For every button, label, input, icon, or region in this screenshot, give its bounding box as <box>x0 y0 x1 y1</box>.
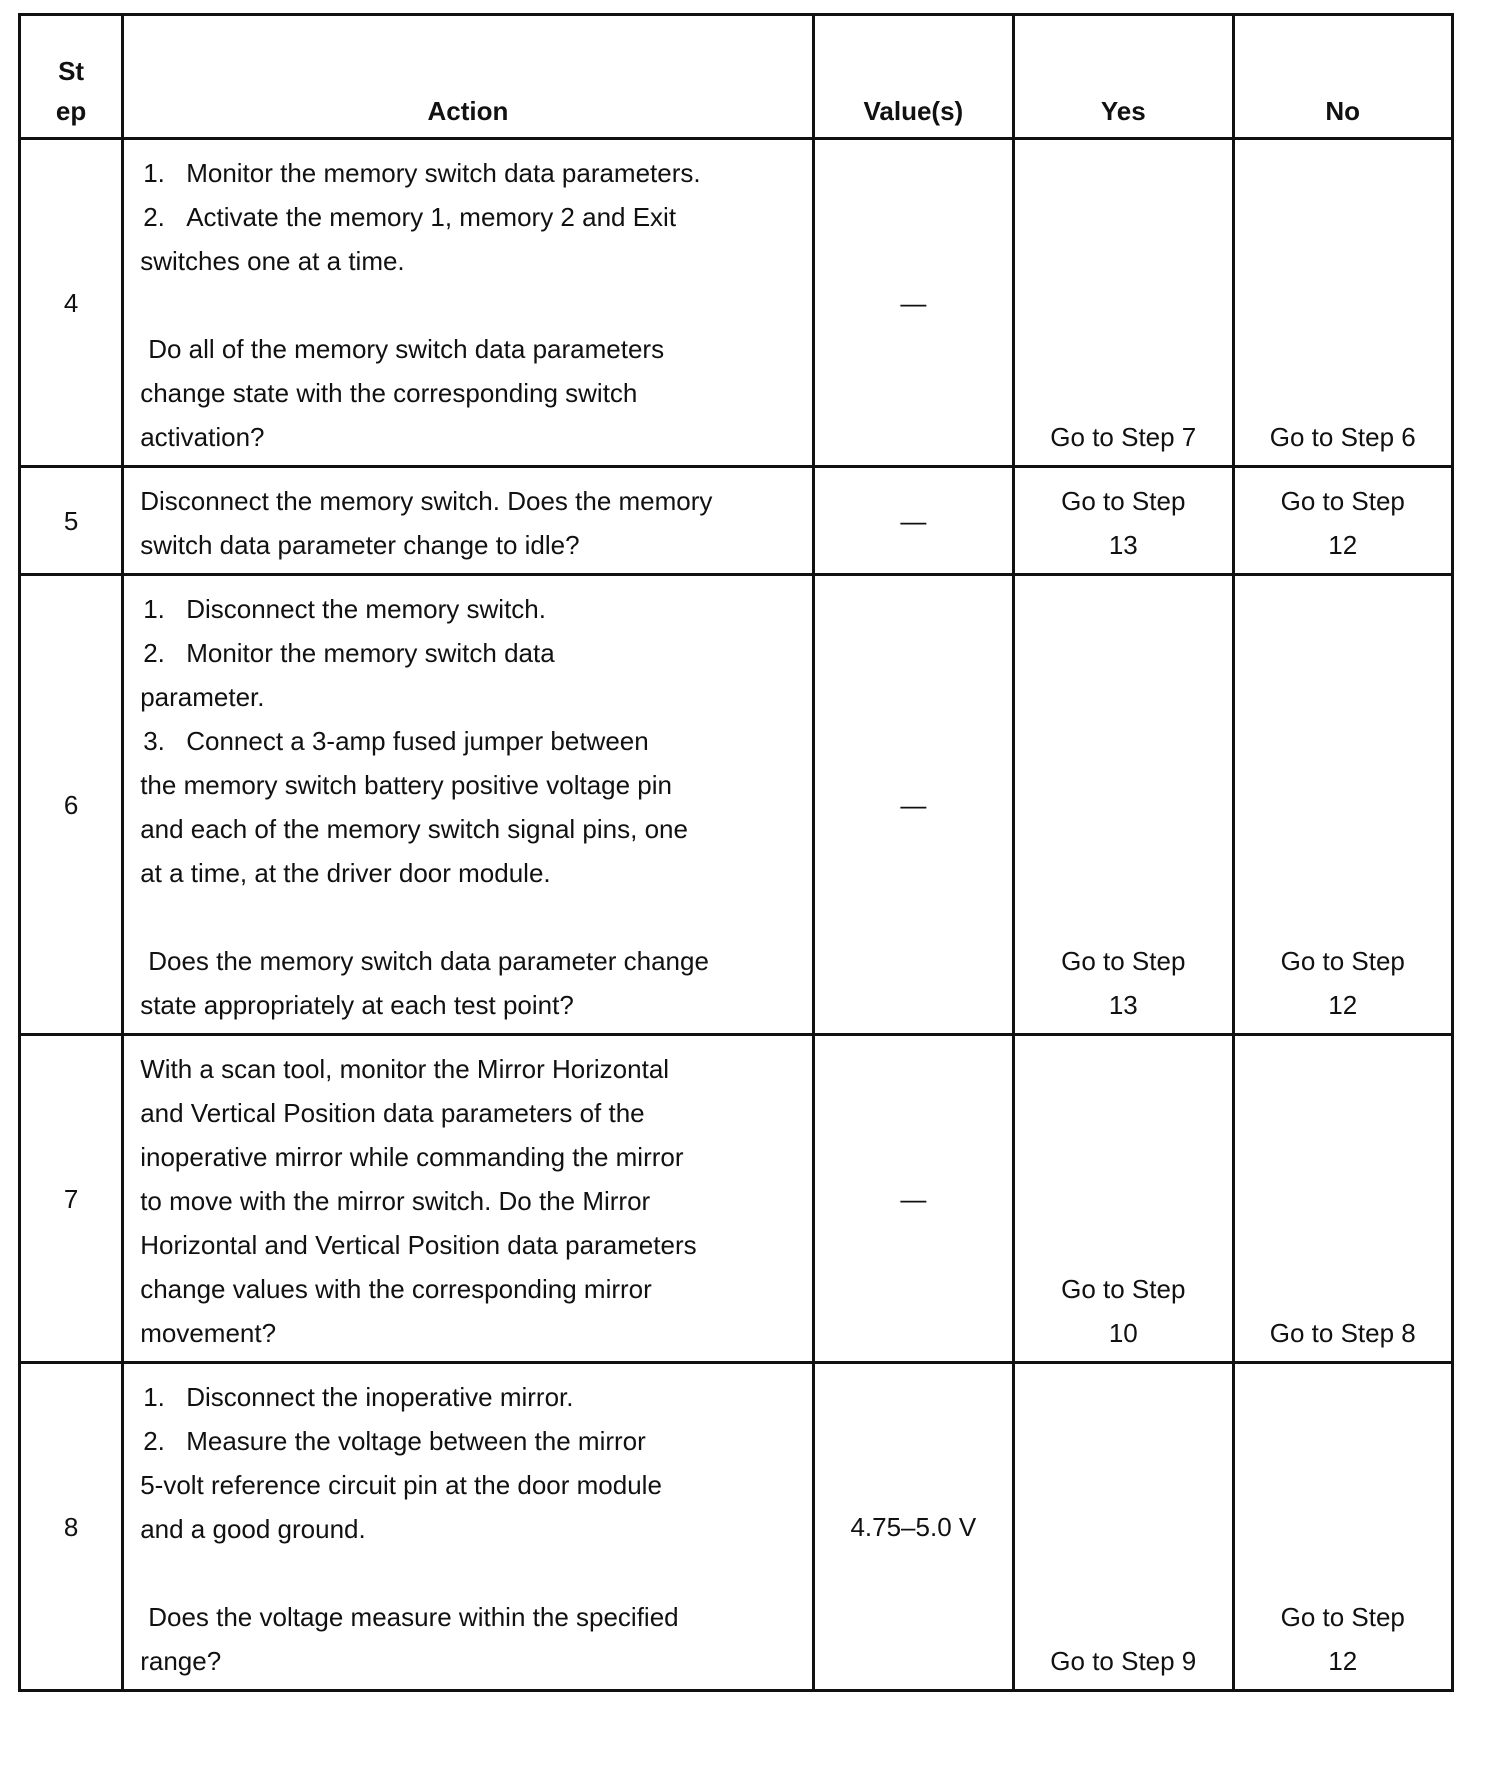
table-row <box>20 467 1453 575</box>
yes-cell: Go to Step 13 <box>1014 467 1233 575</box>
step-number: 4 <box>20 139 123 467</box>
action-line: 1. Monitor the memory switch data parameters. <box>143 158 701 188</box>
header-action: Action <box>123 15 813 139</box>
action-line: 1. Disconnect the inoperative mirror. <box>143 1382 574 1412</box>
action-question: Does the voltage measure within the specified <box>148 1602 679 1632</box>
value-cell: — <box>813 575 1013 1035</box>
action-line: and each of the memory switch signal pins, one <box>140 814 688 844</box>
action-line: 1. Disconnect the memory switch. <box>143 594 546 624</box>
diagnostic-table <box>18 13 1454 1692</box>
action-line: the memory switch battery positive voltage pin <box>140 770 672 800</box>
action-line: Disconnect the memory switch. Does the memory <box>140 486 713 516</box>
action-line: Horizontal and Vertical Position data parameters <box>140 1230 697 1260</box>
no-cell: Go to Step 12 <box>1233 1363 1453 1691</box>
action-line: to move with the mirror switch. Do the Mirror <box>140 1186 651 1216</box>
table-row <box>20 1363 1453 1691</box>
header-step: St ep <box>20 15 123 139</box>
action-line: and Vertical Position data parameters of the <box>140 1098 645 1128</box>
action-question: Do all of the memory switch data parameters <box>148 334 665 364</box>
action-question: activation? <box>140 422 265 452</box>
action-line: With a scan tool, monitor the Mirror Horizontal <box>140 1054 670 1084</box>
yes-cell: Go to Step 13 <box>1014 575 1233 1035</box>
step-number: 7 <box>20 1035 123 1363</box>
action-line: 5-volt reference circuit pin at the door module <box>140 1470 662 1500</box>
value-cell: — <box>813 139 1013 467</box>
action-line: 3. Connect a 3-amp fused jumper between <box>143 726 649 756</box>
action-question: state appropriately at each test point? <box>140 990 574 1020</box>
action-line: change values with the corresponding mirror <box>140 1274 652 1304</box>
step-number: 8 <box>20 1363 123 1691</box>
yes-cell: Go to Step 9 <box>1014 1363 1233 1691</box>
yes-cell: Go to Step 10 <box>1014 1035 1233 1363</box>
action-line: 2. Measure the voltage between the mirror <box>143 1426 646 1456</box>
header-values: Value(s) <box>813 15 1013 139</box>
table-row <box>20 139 1453 467</box>
step-number: 5 <box>20 467 123 575</box>
action-question: Does the memory switch data parameter change <box>148 946 709 976</box>
no-cell: Go to Step 12 <box>1233 467 1453 575</box>
header-yes: Yes <box>1014 15 1233 139</box>
action-cell <box>123 1035 813 1363</box>
yes-cell: Go to Step 7 <box>1014 139 1233 467</box>
action-cell <box>123 575 813 1035</box>
step-number: 6 <box>20 575 123 1035</box>
no-cell: Go to Step 8 <box>1233 1035 1453 1363</box>
action-line: at a time, at the driver door module. <box>140 858 551 888</box>
no-cell: Go to Step 6 <box>1233 139 1453 467</box>
table-row <box>20 575 1453 1035</box>
action-line: 2. Monitor the memory switch data <box>143 638 555 668</box>
action-line: movement? <box>140 1318 277 1348</box>
action-question: range? <box>140 1646 222 1676</box>
no-cell: Go to Step 12 <box>1233 575 1453 1035</box>
action-line: inoperative mirror while commanding the mirror <box>140 1142 684 1172</box>
value-cell: — <box>813 467 1013 575</box>
action-cell <box>123 1363 813 1691</box>
action-line: parameter. <box>140 682 265 712</box>
action-line: switches one at a time. <box>140 246 405 276</box>
header-row <box>20 15 1453 139</box>
header-no: No <box>1233 15 1453 139</box>
value-cell: — <box>813 1035 1013 1363</box>
action-line: 2. Activate the memory 1, memory 2 and Exit <box>143 202 677 232</box>
value-cell: 4.75–5.0 V <box>813 1363 1013 1691</box>
action-line: switch data parameter change to idle? <box>140 530 580 560</box>
action-cell <box>123 139 813 467</box>
action-line: and a good ground. <box>140 1514 366 1544</box>
table-row <box>20 1035 1453 1363</box>
action-question: change state with the corresponding switch <box>140 378 638 408</box>
action-cell <box>123 467 813 575</box>
